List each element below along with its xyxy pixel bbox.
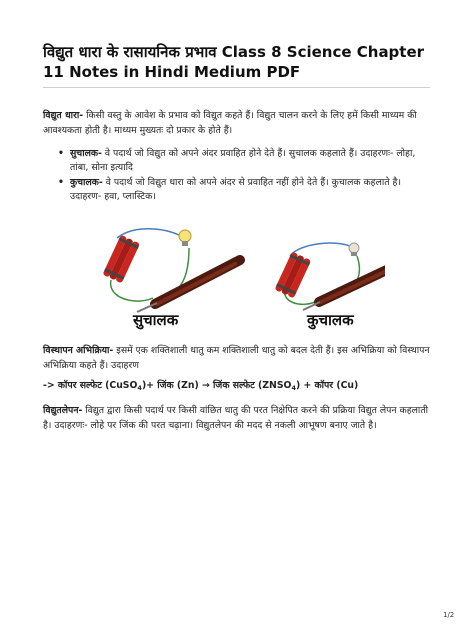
list-item-conductor	[58, 147, 433, 175]
electroplating-paragraph	[43, 403, 433, 433]
equation-part-2: )+ जिंक (Zn) → जिंक सल्फेट (ZNSO	[141, 380, 292, 391]
equation-subscript-1: 4	[137, 384, 142, 392]
conductor-test-figure	[95, 218, 385, 333]
insulator-text: वे पदार्थ जो विद्युत धारा को अपने अंदर से प्रवाहित नहीं होने देते हैं। कुचालक कहलाते है। उदाहरण- हवा, प्लास्टिक।	[70, 177, 401, 202]
conductor-term: सुचालक-	[70, 148, 102, 159]
insulator-term: कुचालक-	[70, 177, 103, 188]
list-item-insulator	[58, 176, 433, 204]
page-number: 1/2	[443, 611, 455, 619]
electroplating-text: विद्युत द्वारा किसी पदार्थ पर किसी वांछित धातु की परत निक्षेपित करने की प्रक्रिया विद्युत लेपन कहलाती है। उदाहरणः- लोहे पर जिंक की परत चढ़ाना। विद्युतलेपन की मदद से नकली आभूषण बनाए जाते है।	[43, 405, 429, 431]
conductor-list	[58, 147, 433, 205]
intro-term: विद्युत धारा-	[43, 110, 84, 121]
insulator-circuit-drawing	[274, 243, 385, 310]
conductor-text: वे पदार्थ जो विद्युत को अपने अंदर प्रवाहित होने देते हैं। सुचालक कहलाते हैं। उदाहरणः- लोहा, तांबा, सोना इत्यादि	[70, 148, 416, 173]
equation-part-1: -> कॉपर सल्फेट (CuSO	[43, 380, 138, 391]
intro-text: किसी वस्तु के आवेश के प्रभाव को विद्युत कहते हैं। विद्युत चालन करने के लिए हमें किसी माध्यम की आवश्यकता होती है। माध्यम मुख्यतः दो प्रकार के होते हैं।	[43, 110, 417, 136]
intro-paragraph	[43, 108, 433, 138]
conductor-circuit-drawing	[102, 229, 240, 312]
displacement-paragraph	[43, 343, 433, 373]
reaction-equation	[43, 378, 433, 396]
equation-subscript-2: 4	[291, 384, 296, 392]
insulator-label: कुचालक	[307, 311, 354, 329]
displacement-term: विस्थापन अभिक्रिया-	[43, 345, 114, 356]
title-divider	[43, 87, 430, 88]
displacement-text: इसमें एक शक्तिशाली धातु कम शक्तिशाली धातु को बदल देती हैं। इस अभिक्रिया को विस्थापन अभिक्रिया कहते हैं। उदाहरण	[43, 345, 430, 371]
conductor-label: सुचालक	[133, 311, 179, 329]
circuit-illustration	[95, 218, 385, 313]
equation-part-3: ) + कॉपर (Cu)	[295, 380, 359, 391]
page-title: विद्युत धारा के रासायनिक प्रभाव Class 8 Science Chapter 11 Notes in Hindi Medium PDF	[43, 43, 425, 81]
electroplating-term: विद्युतलेपन-	[43, 405, 83, 416]
